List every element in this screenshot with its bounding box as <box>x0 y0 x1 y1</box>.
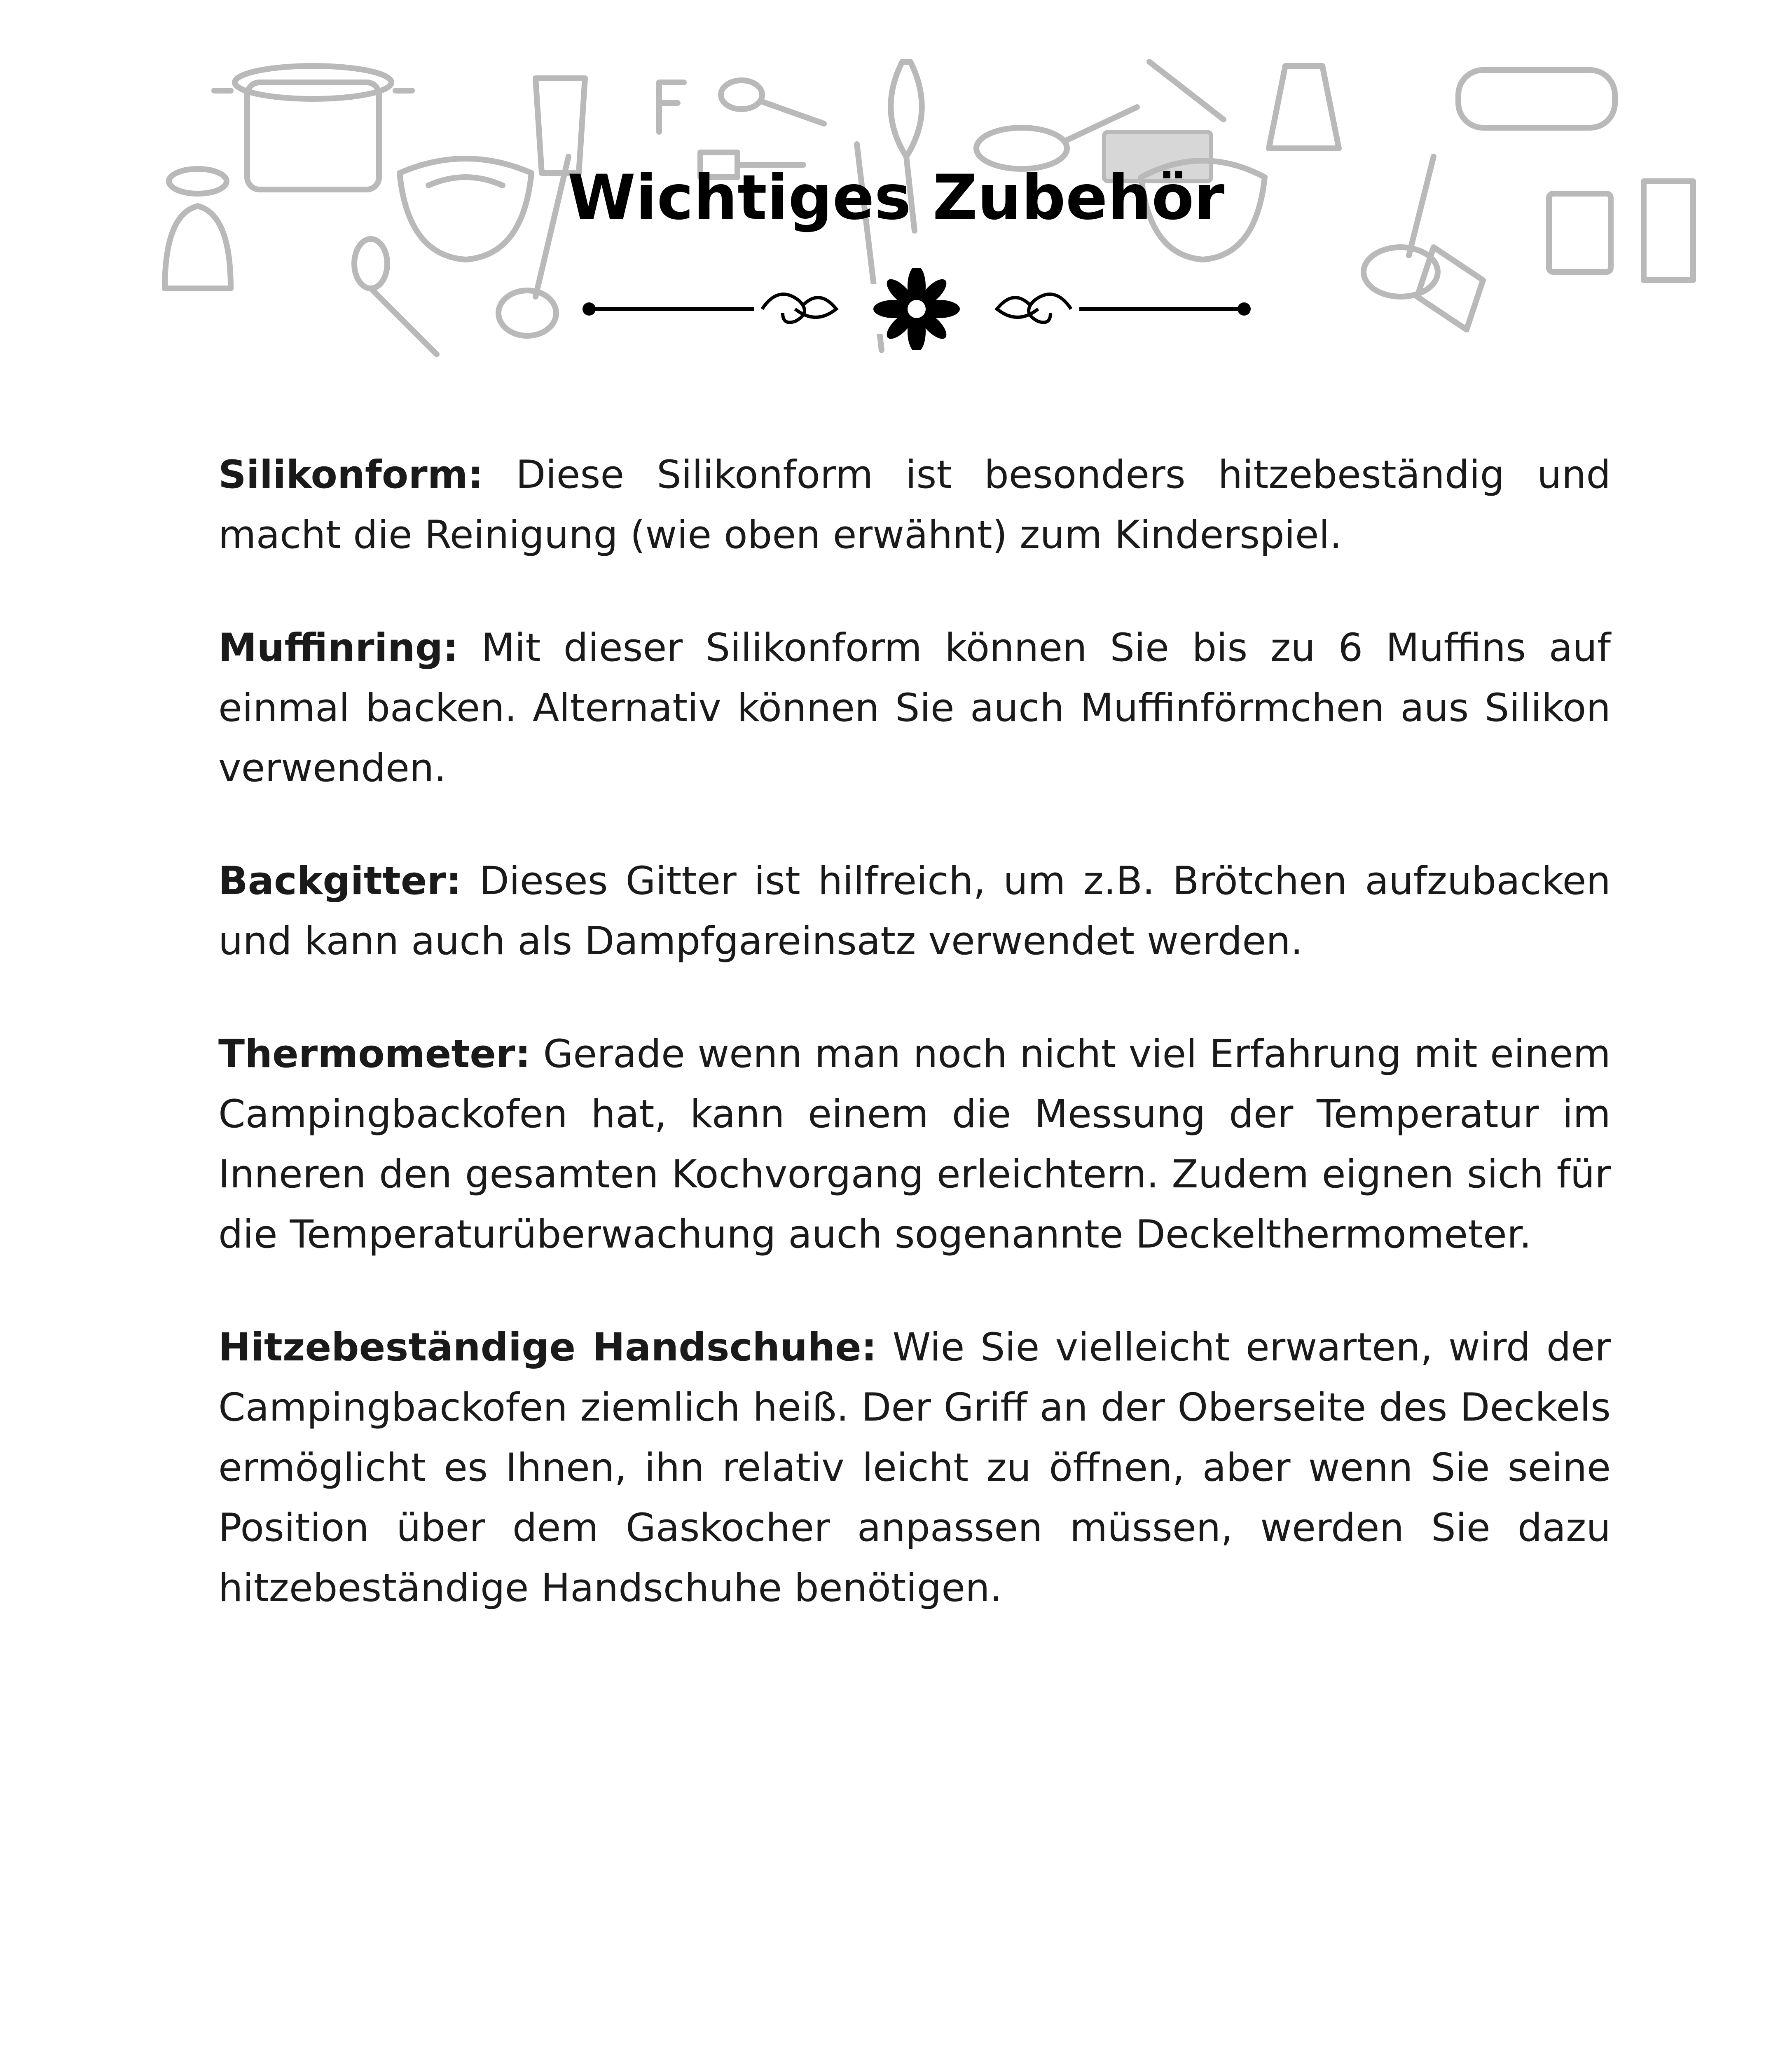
item-text: Dieses Gitter ist hilfreich, um z.B. Brötchen aufzubacken und kann auch als Dampfgareinsatz verwendet werden. <box>218 859 1611 964</box>
item-silikonform <box>218 445 1611 565</box>
page-title: Wichtiges Zubehör <box>567 162 1225 234</box>
item-backgitter <box>218 851 1611 971</box>
item-term: Silikonform: <box>218 452 484 497</box>
equipment-list <box>218 445 1611 1671</box>
item-muffinring <box>218 618 1611 798</box>
item-text: Mit dieser Silikonform können Sie bis zu 6 Muffins auf einmal backen. Alternativ können Sie auch Muffinförmchen aus Silikon verwenden. <box>218 625 1611 791</box>
item-term: Backgitter: <box>218 859 462 904</box>
flourish-flower-divider-icon <box>577 268 1256 350</box>
item-handschuhe <box>218 1318 1611 1618</box>
item-thermometer <box>218 1024 1611 1265</box>
item-text: Diese Silikonform ist besonders hitzebeständig und macht die Reinigung (wie oben erwähnt) zum Kinderspiel. <box>218 452 1611 557</box>
item-text: Wie Sie vielleicht erwarten, wird der Campingbackofen ziemlich heiß. Der Griff an der Oberseite des Deckels ermöglicht es Ihnen, ihn relativ leicht zu öffnen, aber wenn Sie seine Position über dem Gaskocher anpassen müssen, werden Sie dazu hitzebeständige Handschuhe benötigen. <box>218 1325 1611 1611</box>
item-term: Hitzebeständige Handschuhe: <box>218 1325 877 1370</box>
item-term: Muffinring: <box>218 625 459 670</box>
item-text: Gerade wenn man noch nicht viel Erfahrung mit einem Campingbackofen hat, kann einem die Messung der Temperatur im Inneren den gesamten Kochvorgang erleichtern. Zudem eignen sich für die Temperaturüberwachung auch sogenannte Deckelthermometer. <box>218 1032 1611 1257</box>
item-term: Thermometer: <box>218 1032 531 1077</box>
